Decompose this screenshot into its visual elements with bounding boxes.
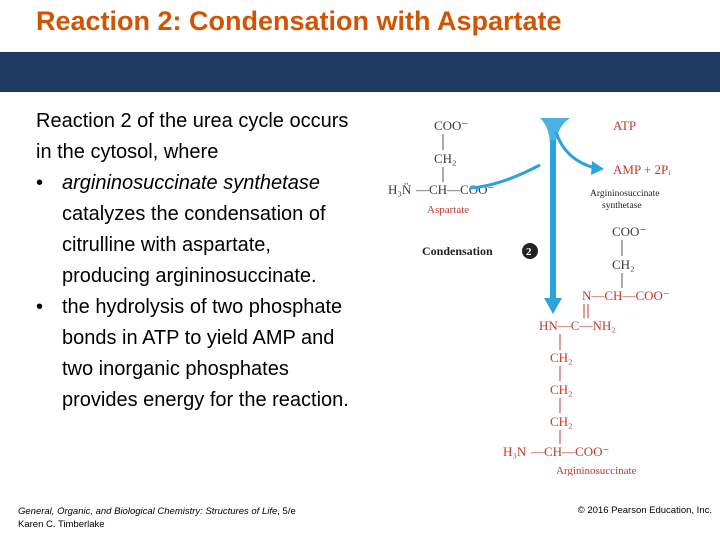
- aspartate-ch2: CH₂: [434, 151, 457, 166]
- product-ch2-c: CH₂: [550, 414, 573, 429]
- bullet-text: catalyzes the condensation of citrulline with aspartate, producing argininosuccinate.: [62, 203, 326, 287]
- footer-citation: [18, 505, 296, 531]
- aspartate-coo: COO⁻: [434, 118, 469, 133]
- product-structure: [612, 224, 646, 288]
- intro-text: Reaction 2 of the urea cycle occurs in the cytosol, where: [36, 110, 349, 163]
- book-edition: , 5/e: [277, 506, 296, 517]
- enzyme-label-1: Argininosuccinate: [590, 189, 660, 199]
- product-n-ch-coo: N—CH—COO⁻: [582, 288, 670, 303]
- bullet-symbol: •: [36, 296, 44, 318]
- atp-label: ATP: [613, 118, 637, 133]
- product-ch2-a: CH₂: [550, 350, 573, 365]
- header-bar: [0, 52, 720, 92]
- product-label: Argininosuccinate: [556, 465, 637, 476]
- product-ch2-b: CH₂: [550, 382, 573, 397]
- bullet-text: the hydrolysis of two phosphate bonds in ATP to yield AMP and two inorganic phosphates provides energy for the reaction.: [62, 296, 349, 411]
- step-label: Condensation: [422, 244, 493, 258]
- atp-amp-arrow: [556, 132, 595, 168]
- slide-title: Reaction 2: Condensation with Aspartate: [36, 6, 562, 36]
- product-hn-c-nh2: HN—C—NH₂: [539, 318, 616, 333]
- bullet-item-2: [36, 292, 356, 416]
- product-chain: [503, 334, 609, 459]
- aspartate-structure: [388, 118, 494, 197]
- condensation-diagram: [385, 106, 720, 476]
- aspartate-h3n: H₃N̈: [388, 182, 412, 197]
- author: Karen C. Timberlake: [18, 519, 105, 530]
- product-coo: COO⁻: [612, 224, 647, 239]
- step-number: 2: [526, 246, 532, 258]
- enzyme-name: argininosuccinate synthetase: [62, 172, 320, 194]
- slide-body: [36, 106, 356, 416]
- aspartate-ch-coo: —CH—COO⁻: [416, 182, 495, 197]
- enzyme-label-2: synthetase: [602, 201, 642, 211]
- product-h3n: H₃N: [503, 444, 527, 459]
- amp-label: AMP + 2Pᵢ: [613, 162, 671, 177]
- main-arrow: [540, 118, 570, 314]
- product-ch-coo: —CH—COO⁻: [531, 444, 610, 459]
- book-title: General, Organic, and Biological Chemistry: Structures of Life: [18, 506, 278, 517]
- bullet-item-1: [36, 168, 356, 292]
- product-ch2: CH₂: [612, 257, 635, 272]
- aspartate-label: Aspartate: [427, 204, 470, 216]
- copyright: © 2016 Pearson Education, Inc.: [577, 505, 712, 516]
- bullet-symbol: •: [36, 172, 44, 194]
